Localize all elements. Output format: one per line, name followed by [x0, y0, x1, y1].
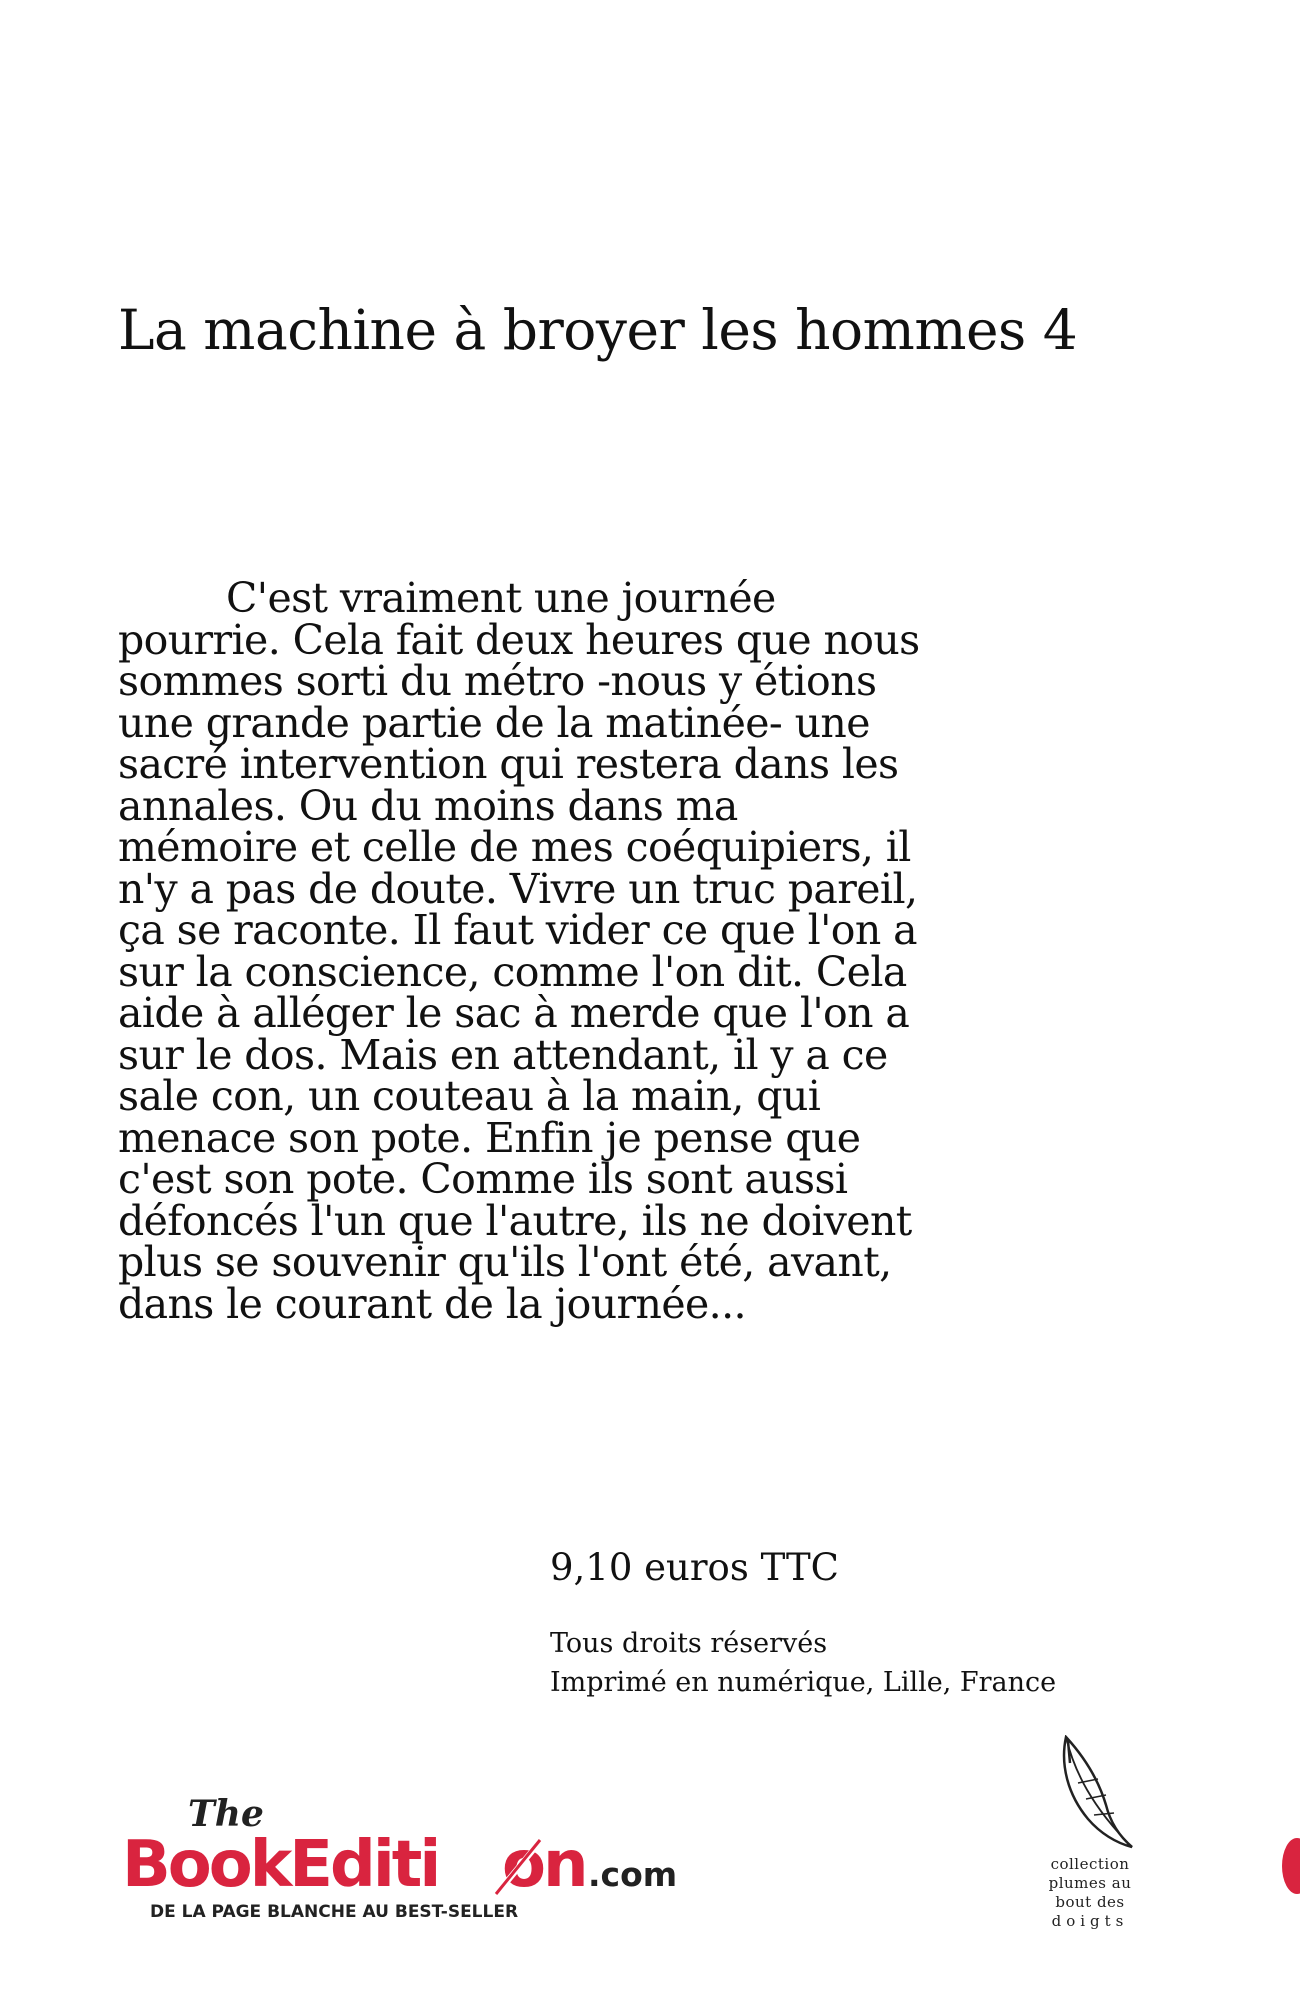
- back-cover-blurb: [118, 574, 998, 1328]
- blurb-line: menace son pote. Enfin je pense que: [118, 1113, 861, 1162]
- feather-icon: [1030, 1735, 1150, 1853]
- blurb-line: annales. Ou du moins dans ma: [118, 781, 738, 830]
- rights-reserved-text: Tous droits réservés: [550, 1628, 828, 1659]
- logo-com-text: .com: [588, 1855, 678, 1894]
- price-label: 9,10 euros TTC: [550, 1546, 839, 1589]
- blurb-line: dans le courant de la journée...: [118, 1279, 746, 1328]
- rights-notice: [550, 1624, 1056, 1702]
- blurb-line: aide à alléger le sac à merde que l'on a: [118, 989, 910, 1037]
- blurb-line: sale con, un couteau à la main, qui: [118, 1072, 821, 1120]
- printing-info-text: Imprimé en numérique, Lille, France: [550, 1667, 1057, 1698]
- blurb-line: mémoire et celle de mes coéquipiers, il: [118, 823, 911, 871]
- logo-on-text: on: [502, 1828, 586, 1902]
- blurb-line: sur la conscience, comme l'on dit. Cela: [118, 947, 907, 996]
- blurb-line: plus se souvenir qu'ils l'ont été, avant,: [118, 1238, 892, 1286]
- collection-line: bout des: [1055, 1893, 1125, 1911]
- blurb-line: défoncés l'un que l'autre, ils ne doivent: [118, 1196, 912, 1245]
- blurb-line: ça se raconte. Il faut vider ce que l'on a: [118, 906, 917, 954]
- blurb-line: c'est son pote. Comme ils sont aussi: [118, 1155, 848, 1203]
- thebookedition-logo: [120, 1790, 720, 1920]
- blurb-line: pourrie. Cela fait deux heures que nous: [118, 615, 920, 664]
- blurb-line: sommes sorti du métro -nous y étions: [118, 657, 877, 705]
- logo-the-text: The: [188, 1793, 264, 1835]
- logo-book-text: BookEditi: [122, 1828, 439, 1902]
- book-title: La machine à broyer les hommes 4: [118, 298, 1078, 362]
- collection-name-text: [1030, 1855, 1150, 1931]
- collection-plumes-logo: [1030, 1735, 1150, 1975]
- collection-line: plumes au: [1048, 1874, 1132, 1892]
- thebookedition-logo-graphic: [120, 1790, 720, 1920]
- blurb-line: n'y a pas de doute. Vivre un truc pareil,: [118, 864, 918, 913]
- collection-line: doigts: [1051, 1912, 1129, 1930]
- blurb-line: C'est vraiment une journée: [226, 574, 776, 622]
- blurb-line: une grande partie de la matinée- une: [118, 698, 870, 747]
- blurb-line: sur le dos. Mais en attendant, il y a ce: [118, 1030, 888, 1079]
- logo-tagline: DE LA PAGE BLANCHE AU BEST-SELLER: [150, 1902, 519, 1920]
- blurb-line: sacré intervention qui restera dans les: [118, 740, 899, 788]
- collection-line: collection: [1050, 1855, 1130, 1873]
- edge-marker-shape: [1282, 1838, 1300, 1894]
